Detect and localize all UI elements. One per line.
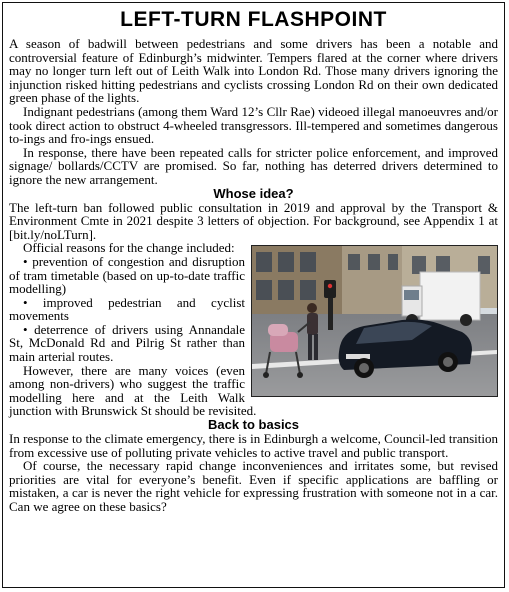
section1-paragraph-last: However, there are many voices (even among non-drivers) who suggest the traffic modelling here and at the Leith Walk junction with Brunswick St should be revisited. [9,362,257,419]
intro-paragraph-1: A season of badwill between pedestrians and some drivers has been a notable and controversial feature of Edinburgh’s midwinter. Tempers flared at the corner where drivers may no longer turn left out of Leith Walk into London Rd. Those many drivers ignoring the injunction risked hitting pedestrians and cyclists crossing London Rd on their own dedicated green phase of the lights. [9,36,498,106]
section1-reasons-intro: Official reasons for the change included: [23,240,235,256]
section-heading-back-to-basics: Back to basics [207,417,300,433]
section1-bullet-1: • prevention of congestion and disruption of tram timetable (based on up-to-date traffic modelling) [9,253,245,297]
intro-paragraph-3: In response, there have been repeated calls for stricter police enforcement, and improved signage/ bollards/CCTV are promised. So far, nothing has deterred drivers determined to ignore the new arrangement. [9,144,498,187]
section2-paragraph-2: Of course, the necessary rapid change inconveniences and irritates some, but revised priorities are vital for everyone’s benefit. Even if specific applications are baffling or mistaken, a car is never the right vehicle for expressing frustration with someone not in a car. Can we agree on these basics? [9,458,498,514]
section2-paragraph-1: In response to the climate emergency, there is in Edinburgh a welcome, Council-led transition from excessive use of polluting private vehicles to active travel and public transport. [9,431,498,460]
section1-bullet-2: • improved pedestrian and cyclist movements [9,294,245,324]
section1-paragraph-1: The left-turn ban followed public consultation in 2019 and approval by the Transport & Environment Cmte in 2021 despite 3 letters of objection. For background, see Appendix 1 at [bit.ly/noLTurn]. [9,199,498,242]
section-heading-whose-idea: Whose idea? [213,185,294,201]
intro-paragraph-2: Indignant pedestrians (among them Ward 12’s Cllr Rae) videoed illegal manoeuvres and/or took direct action to obstruct 4-wheeled transgressors. Ill-tempered and sometimes dangerous to-ings and fro-ings ensued. [9,103,498,147]
article-body [9,37,498,514]
article-frame [2,2,505,588]
street-photo [251,245,498,397]
headline: LEFT-TURN FLASHPOINT [120,8,387,31]
section1-bullet-3: • deterrence of drivers using Annandale St, McDonald Rd and Pilrig St rather than main arterial routes. [9,321,245,365]
